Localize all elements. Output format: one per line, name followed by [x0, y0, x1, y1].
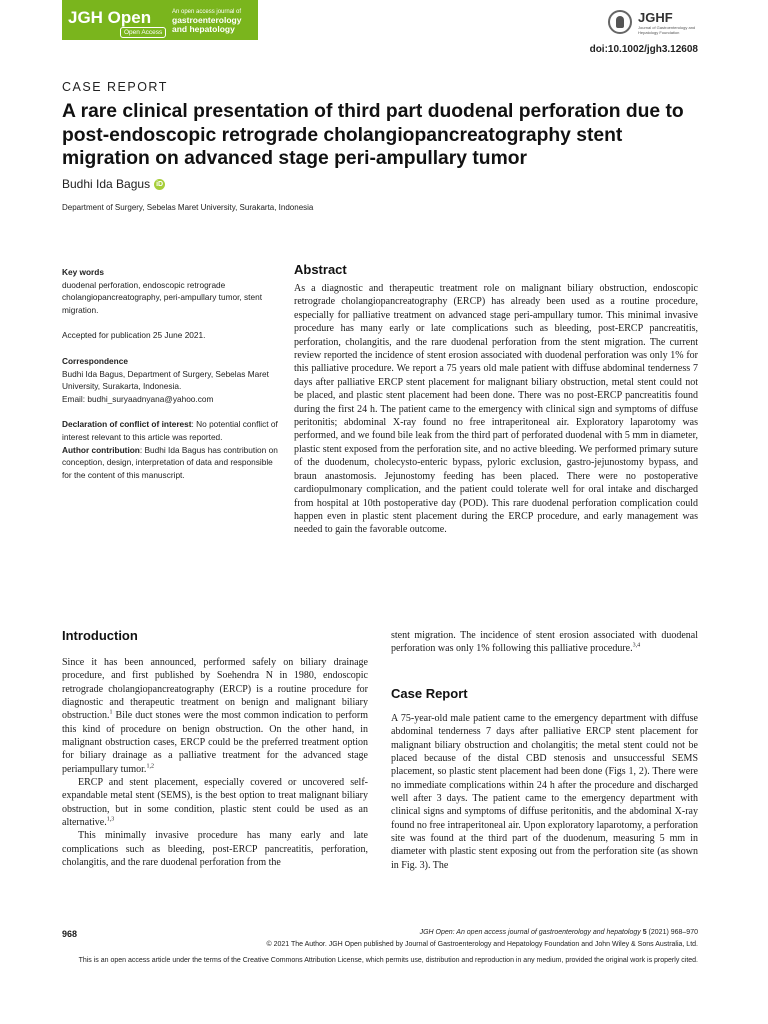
introduction-heading: Introduction: [62, 628, 138, 643]
abstract-heading: Abstract: [294, 262, 347, 277]
copyright-notice: © 2021 The Author. JGH Open published by Journal of Gastroenterology and Hepatology Foundation and John Wiley & Sons Australia, Ltd.: [266, 941, 698, 948]
keywords-text: duodenal perforation, endoscopic retrograde cholangiopancreatography, peri-ampullary tumor, stent migration.: [62, 279, 263, 315]
journal-volume: 5: [642, 929, 647, 936]
article-sidebar: [62, 266, 282, 481]
open-access-badge: Open Access: [120, 27, 166, 38]
contribution-text: : Budhi Ida Bagus has contribution on conception, design, interpretation of data and responsible for the content of this manuscript.: [62, 444, 278, 480]
journal-citation: [420, 929, 698, 936]
introduction-continuation: [391, 629, 698, 656]
citation-ref[interactable]: 1,3: [106, 816, 115, 823]
article-title: A rare clinical presentation of third part duodenal perforation due to post-endoscopic retrograde cholangiopancreatography stent migration on advanced stage peri-ampullary tumor: [62, 101, 684, 169]
journal-banner: [62, 0, 258, 40]
citation-ref[interactable]: 1: [109, 710, 113, 717]
author-line: [62, 177, 165, 191]
journal-subtitle: [172, 9, 241, 33]
doi[interactable]: doi:10.1002/jgh3.12608: [589, 44, 698, 55]
jghf-logo-text: JGHF: [638, 10, 673, 25]
contribution-heading: Author contribution: [62, 444, 140, 455]
orcid-icon[interactable]: iD: [156, 180, 164, 188]
affiliation: Department of Surgery, Sebelas Maret University, Surakarta, Indonesia: [62, 203, 314, 212]
journal-sub-line2: gastroenterology: [172, 15, 242, 25]
intro-p1-text: Since it has been announced, performed safely on biliary drainage procedure, and first published by Soehendra N in 1980, endoscopic retrograde cholangiopancreatography (ERCP) is a routine procedure for diagnostic and therapeutic treatment on benign and malignant biliary obstruction.: [62, 657, 368, 722]
accepted-date: Accepted for publication 25 June 2021.: [62, 330, 206, 341]
jghf-logo: [608, 8, 708, 36]
correspondence-email[interactable]: Email: budhi_suryaadnyana@yahoo.com: [62, 393, 214, 404]
introduction-paragraph-3: This minimally invasive procedure has many early and late complications such as bleeding, post-ERCP pancreatitis, perforation, cholangitis, and the rare duodenal perforation from the: [62, 830, 368, 869]
journal-name: JGH Open: [68, 7, 152, 27]
conflict-statement: [62, 418, 282, 443]
journal-sub-line1: An open access journal of: [172, 9, 242, 15]
correspondence-text: Budhi Ida Bagus, Department of Surgery, Sebelas Maret University, Surakarta, Indonesia.: [62, 368, 269, 392]
citation-ref[interactable]: 1,2: [146, 763, 154, 770]
journal-year-pages: (2021) 968–970: [646, 929, 698, 936]
jghf-logo-subtext: Journal of Gastroenterology and Hepatology Foundation: [638, 25, 696, 35]
intro-p1-text-b: Bile duct stones were the most common indication to perform this kind of procedure on benign obstruction. On the other hand, in malignant obstruction cases, ERCP could be the preferred treatment option for biliary drainage as a palliative treatment for the advanced stage periampullary tumor.: [62, 710, 368, 775]
correspondence-heading: Correspondence: [62, 355, 128, 366]
article-type: CASE REPORT: [62, 80, 168, 94]
citation-ref[interactable]: 3,4: [632, 643, 641, 650]
conflict-heading: Declaration of conflict of interest: [62, 419, 192, 430]
journal-citation-name: JGH Open: An open access journal of gastroenterology and hepatology: [419, 929, 641, 936]
introduction-paragraph-1: [62, 656, 368, 776]
contribution-statement: [62, 444, 282, 482]
journal-sub-line3: and hepatology: [172, 23, 235, 34]
keywords-heading: Key words: [62, 267, 104, 277]
case-report-text: A 75-year-old male patient came to the emergency department with diffuse abdominal tenderness 7 days after palliative ERCP stent placement for malignant biliary obstruction and cholangitis; the metal stent could not be placed because of the distal CBD stenosis and unsuccessful SEMS placement, so plastic stent placement had been done (Figs 1, 2). There were no immediate complications within 24 h after the procedure and discharged well after 3 days. The patient came to the emergency department with clinical signs and symptoms of diffuse peritonitis, and the abdominal X-ray found no free intraperitoneal air. Upon exploratory laparotomy, a perforation site was found at the third part of the duodenum, measuring 5 mm in diameter with plastic stent exposing out from the perforation site (as shown in Fig. 3). The: [391, 713, 698, 871]
license-notice: This is an open access article under the terms of the Creative Commons Attribution License, which permits use, distribution and reproduction in any medium, provided the original work is properly cited.: [78, 957, 698, 964]
introduction-paragraph-2: [62, 776, 368, 829]
introduction-column: [62, 656, 368, 870]
abstract-text: As a diagnostic and therapeutic treatment role on malignant biliary obstruction, endoscopic retrograde cholangiopancreatography (ERCP) has already been used as a routine procedure, especially for palliative treatment on advanced stage peri-ampullary tumor. This minimal invasive procedure has many early or late complications such as bleeding, post-ERCP pancreatitis, perforation, cholangitis, and the rare duodenal perforation from the stent migration. The current review reported the incidence of stent erosion associated with duodenal perforation was only 1% for this palliative procedure. We report a 75 years old male patient with diffuse abdominal tenderness 7 days after palliative ERCP stent placement for malignant biliary obstruction, metal stent could not be placed, and plastic stent placement had been done. There was no post-ERCP pancreatitis found during the first 24 h. The patient came to the emergency with clinical sign and symptoms of diffuse peritonitis; abdominal X-ray found no free intraperitoneal air. Exploratory laparotomy was performed, and we found bile leak from the third part of perforated duodenal with 5 mm in diameter, plastic stent exposed from the perforation site, and no active bleeding. We performed primary suture of the duodenum, cholecysto-enteric bypass, pyloric exclusion, gastro-jejunostomy bypass, and braun anastomosis. Jejunostomy feeding has been placed. There were no postoperative cardiopulmonary complication, and the patient could tolerate well for oral intake and discharged from hospital at 10th postoperative day (POD). This rare duodenal perforation complication could happen even in plastic stent placement during the ERCP procedure, and early management was needed to gain the favorable outcome.: [294, 283, 698, 536]
intro-p2-text: ERCP and stent placement, especially covered or uncovered self-expandable metal stent (SEMS), is the best option to treat malignant biliary obstruction, but in some condition, plastic stent could be used as an alternative.: [62, 777, 368, 829]
case-report-heading: Case Report: [391, 686, 468, 701]
page-number: 968: [62, 929, 78, 939]
jghf-logo-icon: [608, 10, 632, 34]
conflict-text: : No potential conflict of interest relevant to this article was reported.: [62, 419, 278, 442]
intro-cont-text: stent migration. The incidence of stent erosion associated with duodenal perforation was only 1% following this palliative procedure.: [391, 630, 698, 655]
author-name[interactable]: Budhi Ida Bagus: [62, 177, 151, 191]
